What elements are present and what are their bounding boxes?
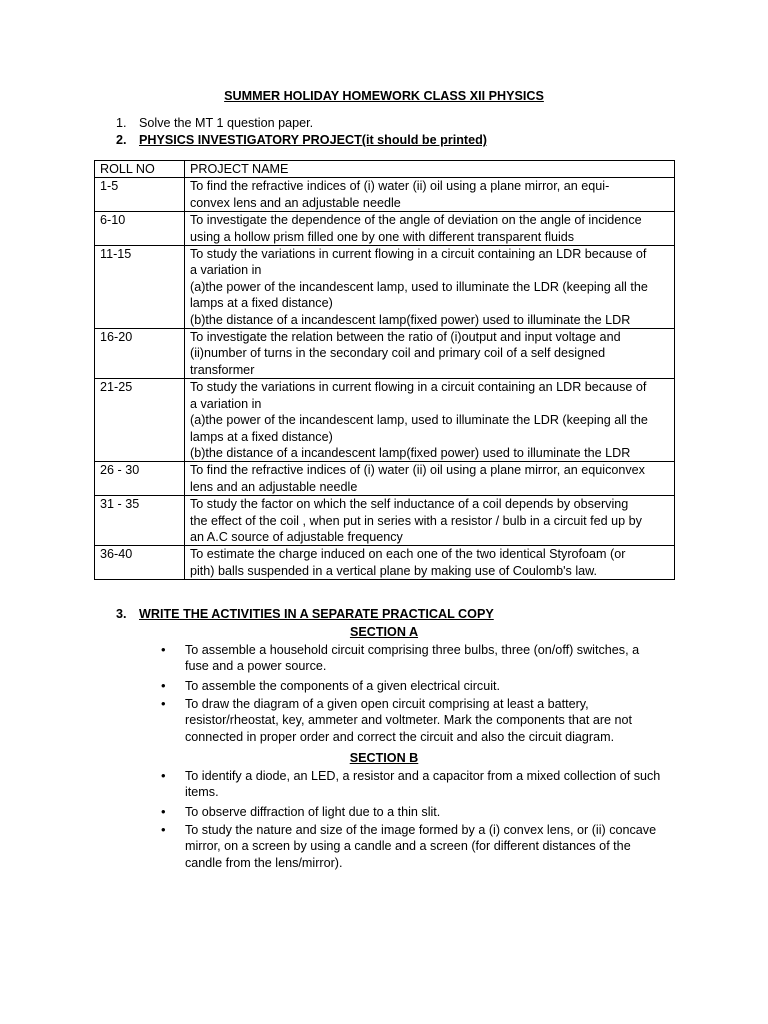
table-row	[95, 462, 675, 496]
table-row	[95, 246, 675, 329]
list-item	[161, 642, 681, 675]
project-cell: To find the refractive indices of (i) water (ii) oil using a plane mirror, an equi- convex lens and an adjustable needle	[185, 178, 675, 212]
bullet-icon: •	[161, 678, 166, 693]
project-cell: To find the refractive indices of (i) water (ii) oil using a plane mirror, an equiconvex lens and an adjustable needle	[185, 462, 675, 496]
bullet-icon: •	[161, 822, 166, 837]
project-cell: To estimate the charge induced on each one of the two identical Styrofoam (or pith) balls suspended in a vertical plane by making use of Coulomb's law.	[185, 546, 675, 580]
table-row	[95, 496, 675, 546]
roll-cell: 1-5	[95, 178, 185, 212]
list-number: 1.	[116, 116, 127, 130]
list-item-text: PHYSICS INVESTIGATORY PROJECT(it should be printed)	[139, 133, 487, 147]
project-table	[94, 160, 675, 580]
list-item-investigatory-project	[116, 132, 487, 148]
bullet-text: To observe diffraction of light due to a thin slit.	[185, 805, 441, 819]
project-cell: To investigate the relation between the ratio of (i)output and input voltage and (ii)number of turns in the secondary coil and primary coil of a self designed transformer	[185, 329, 675, 379]
page-title: SUMMER HOLIDAY HOMEWORK CLASS XII PHYSICS	[224, 89, 544, 103]
project-cell: To study the variations in current flowing in a circuit containing an LDR because of a variation in (a)the power of the incandescent lamp, used to illuminate the LDR (keeping all the lamps at a fixed distance) (b)the distance of a incandescent lamp(fixed power) used to illuminate the LDR	[185, 379, 675, 462]
section-a-heading: SECTION A	[349, 625, 419, 639]
list-item-solve-paper	[116, 115, 313, 131]
list-item-practical-activities	[116, 606, 494, 622]
bullet-icon: •	[161, 696, 166, 711]
project-cell: To study the factor on which the self inductance of a coil depends by observing the effect of the coil , when put in series with a resistor / bulb in a circuit fed up by an A.C source of adjustable frequency	[185, 496, 675, 546]
bullet-icon: •	[161, 642, 166, 657]
table-row	[95, 329, 675, 379]
list-item	[161, 696, 681, 745]
bullet-text: To draw the diagram of a given open circuit comprising at least a battery, resistor/rheostat, key, ammeter and voltmeter. Mark the components that are not connected in proper order and correct the circuit and also the circuit diagram.	[185, 697, 633, 744]
bullet-icon: •	[161, 804, 166, 819]
roll-cell: 36-40	[95, 546, 185, 580]
list-number: 3.	[116, 607, 127, 621]
list-item	[161, 768, 681, 801]
list-item	[161, 804, 681, 820]
table-row	[95, 379, 675, 462]
project-cell: To investigate the dependence of the angle of deviation on the angle of incidence using a hollow prism filled one by one with different transparent fluids	[185, 212, 675, 246]
roll-cell: 16-20	[95, 329, 185, 379]
bullet-text: To study the nature and size of the image formed by a (i) convex lens, or (ii) concave mirror, on a screen by using a candle and a screen (for different distances of the candle from the lens/mirror).	[185, 823, 657, 870]
roll-cell: 21-25	[95, 379, 185, 462]
section-b-heading: SECTION B	[349, 751, 419, 765]
table-row	[95, 178, 675, 212]
table-row	[95, 212, 675, 246]
roll-cell: 6-10	[95, 212, 185, 246]
bullet-text: To identify a diode, an LED, a resistor and a capacitor from a mixed collection of such items.	[185, 769, 661, 800]
list-item	[161, 678, 681, 694]
bullet-text: To assemble a household circuit comprising three bulbs, three (on/off) switches, a fuse and a power source.	[185, 643, 640, 674]
bullet-text: To assemble the components of a given electrical circuit.	[185, 679, 500, 693]
bullet-icon: •	[161, 768, 166, 783]
roll-cell: 26 - 30	[95, 462, 185, 496]
table-header-roll-no: ROLL NO	[95, 161, 185, 178]
project-cell: To study the variations in current flowing in a circuit containing an LDR because of a variation in (a)the power of the incandescent lamp, used to illuminate the LDR (keeping all the lamps at a fixed distance) (b)the distance of a incandescent lamp(fixed power) used to illuminate the LDR	[185, 246, 675, 329]
list-number: 2.	[116, 133, 127, 147]
list-item-text: WRITE THE ACTIVITIES IN A SEPARATE PRACTICAL COPY	[139, 607, 494, 621]
list-item	[161, 822, 681, 871]
table-header-row	[95, 161, 675, 178]
table-header-project-name: PROJECT NAME	[185, 161, 675, 178]
roll-cell: 11-15	[95, 246, 185, 329]
table-row	[95, 546, 675, 580]
list-item-text: Solve the MT 1 question paper.	[139, 116, 314, 130]
roll-cell: 31 - 35	[95, 496, 185, 546]
